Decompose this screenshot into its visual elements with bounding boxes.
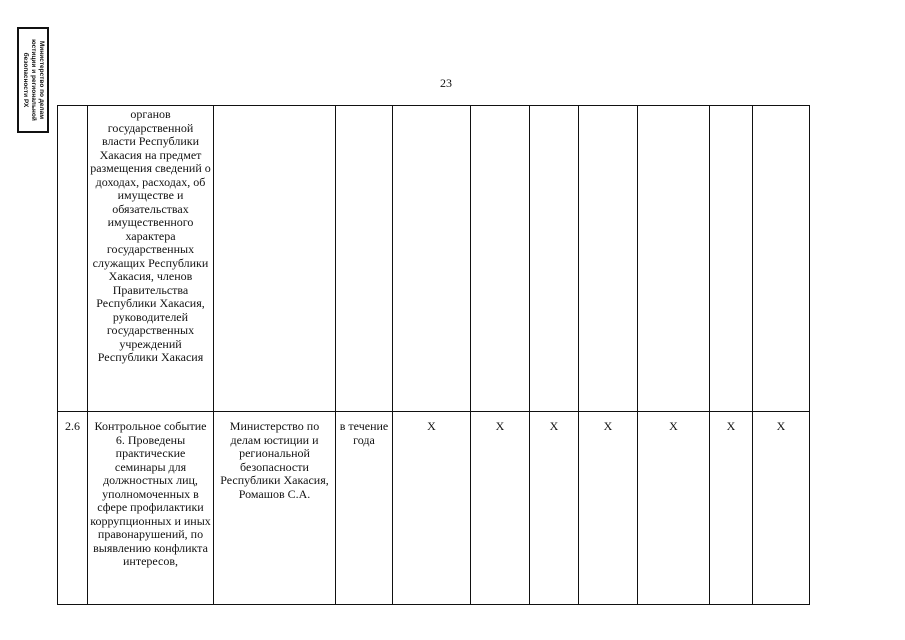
mark-cell [471,106,530,412]
mark-cell [530,106,579,412]
mark-cell: X [753,412,810,605]
mark-cell: X [638,412,710,605]
stamp-line: безопасности РХ [22,52,29,108]
row-number [58,106,88,412]
term-cell: в течение года [336,412,393,605]
stamp-line: юстиции и региональной [30,39,37,121]
mark-cell: X [579,412,638,605]
mark-cell: X [393,412,471,605]
event-cell: Контрольное событие 6. Проведены практические семинары для должностных лиц, уполномоченных в сфере профилактики коррупционных и иных правонарушений, по выявлению конфликта интересов, [88,412,214,605]
ministry-stamp [17,27,49,133]
mark-cell [579,106,638,412]
mark-cell: X [710,412,753,605]
mark-cell [638,106,710,412]
mark-cell [393,106,471,412]
event-cell: органов государственной власти Республики Хакасия на предмет размещения сведений о доходах, расходах, об имуществе и обязательствах имущественного характера государственных служащих Республики Хакасия, членов Правительства Республики Хакасия, руководителей государственных учреждений Республики Хакасия [88,106,214,412]
table-row [58,106,810,412]
mark-cell [753,106,810,412]
page-number: 23 [440,76,452,90]
responsible-cell [214,106,336,412]
mark-cell [710,106,753,412]
stamp-text [21,28,45,132]
mark-cell: X [471,412,530,605]
stamp-line: Министерство по делам [38,40,45,120]
term-cell [336,106,393,412]
responsible-cell: Министерство по делам юстиции и региональной безопасности Республики Хакасия, Ромашов С.А. [214,412,336,605]
table-row [58,412,810,605]
row-number: 2.6 [58,412,88,605]
plan-table [57,105,810,605]
mark-cell: X [530,412,579,605]
